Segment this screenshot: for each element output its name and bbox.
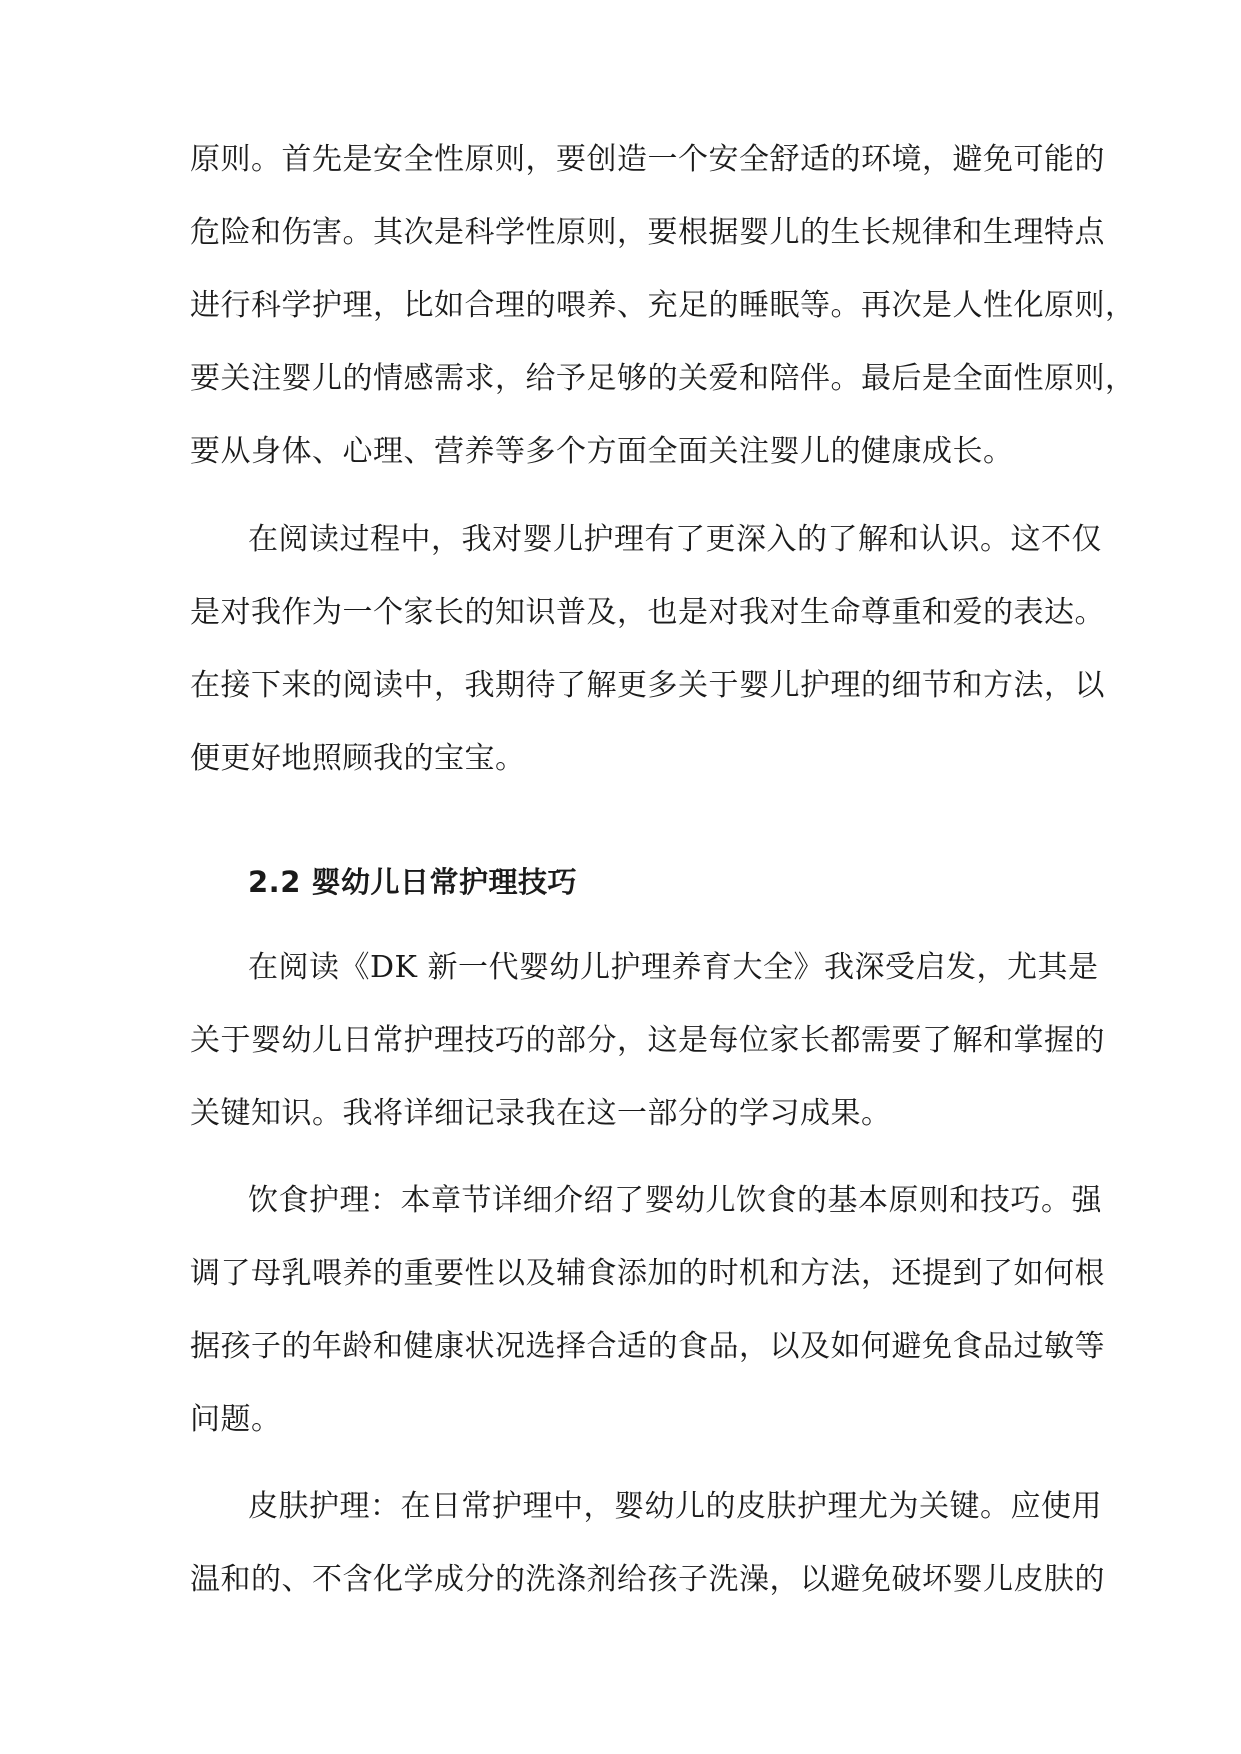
paragraph-1-line-4: 要关注婴儿的情感需求，给予足够的关爱和陪伴。最后是全面性原则， — [190, 361, 1136, 396]
paragraph-3-line-3: 关键知识。我将详细记录我在这一部分的学习成果。 — [190, 1096, 892, 1131]
section-heading: 2.2 婴幼儿日常护理技巧 — [248, 865, 577, 899]
paragraph-5-line-2: 温和的、不含化学成分的洗涤剂给孩子洗澡，以避免破坏婴儿皮肤的 — [190, 1562, 1105, 1597]
paragraph-1-line-2: 危险和伤害。其次是科学性原则，要根据婴儿的生长规律和生理特点 — [190, 215, 1105, 250]
paragraph-2-line-4: 便更好地照顾我的宝宝。 — [190, 741, 526, 776]
paragraph-5-line-1: 皮肤护理：在日常护理中，婴幼儿的皮肤护理尤为关键。应使用 — [248, 1489, 1102, 1524]
paragraph-4-line-3: 据孩子的年龄和健康状况选择合适的食品，以及如何避免食品过敏等 — [190, 1329, 1105, 1364]
paragraph-3-line-2: 关于婴幼儿日常护理技巧的部分，这是每位家长都需要了解和掌握的 — [190, 1023, 1105, 1058]
paragraph-4-line-4: 问题。 — [190, 1402, 282, 1437]
paragraph-4-line-1: 饮食护理：本章节详细介绍了婴幼儿饮食的基本原则和技巧。强 — [248, 1183, 1102, 1218]
paragraph-2-line-2: 是对我作为一个家长的知识普及，也是对我对生命尊重和爱的表达。 — [190, 595, 1105, 630]
paragraph-4-line-2: 调了母乳喂养的重要性以及辅食添加的时机和方法，还提到了如何根 — [190, 1256, 1105, 1291]
paragraph-2-line-3: 在接下来的阅读中，我期待了解更多关于婴儿护理的细节和方法，以 — [190, 668, 1105, 703]
paragraph-3-line-1: 在阅读《DK 新一代婴幼儿护理养育大全》我深受启发，尤其是 — [248, 950, 1099, 985]
paragraph-1-line-5: 要从身体、心理、营养等多个方面全面关注婴儿的健康成长。 — [190, 434, 1014, 469]
paragraph-1-line-1: 原则。首先是安全性原则，要创造一个安全舒适的环境，避免可能的 — [190, 142, 1105, 177]
paragraph-1-line-3: 进行科学护理，比如合理的喂养、充足的睡眠等。再次是人性化原则， — [190, 288, 1136, 323]
paragraph-2-line-1: 在阅读过程中，我对婴儿护理有了更深入的了解和认识。这不仅 — [248, 522, 1102, 557]
